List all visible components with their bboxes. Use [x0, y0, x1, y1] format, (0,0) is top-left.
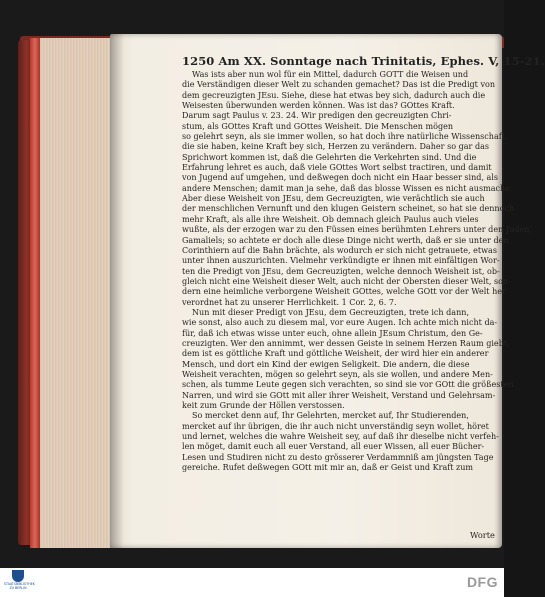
red-page-edge — [30, 38, 40, 548]
text-line: creuzigten. Wer den annimmt, wer dessen Geiste in seinem Herzen Raum giebt, — [182, 338, 510, 348]
text-line: gereiche. Rufet deßwegen GOtt mit mir an, daß er Geist und Kraft zum — [182, 463, 474, 473]
text-line: Was ists aber nun wol für ein Mittel, dadurch GOTT die Weisen und — [192, 70, 469, 79]
text-line: und lernet, welches die wahre Weisheit sey, auf daß ihr dieselbe nicht verfeh- — [182, 432, 499, 442]
text-line: wie sonst, also auch zu diesem mal, vor eure Augen. Ich achte mich nicht da- — [182, 318, 498, 328]
text-line: dem ist es göttliche Kraft und göttliche Weisheit, der wird hier ein anderer — [182, 349, 489, 359]
page-title: Am XX. Sonntage nach Trinitatis, Ephes. V, 15-21. — [218, 54, 545, 68]
text-line: ten die Predigt von JEsu, dem Gecreuzigten, welche dennoch Weisheit ist, ob- — [182, 266, 500, 276]
library-shield-icon — [12, 570, 24, 582]
text-line: Darum sagt Paulus v. 23. 24. Wir predigen den gecreuzigten Chri- — [182, 111, 452, 121]
text-line: Erfahrung lehret es auch, daß viele GOttes Wort selbst tractiren, und damit — [182, 163, 492, 173]
text-line: verordnet hat zu unserer Herrlichkeit. 1 Cor. 2, 6. 7. — [182, 297, 397, 307]
gutter-shadow — [110, 34, 124, 548]
text-line: die sie haben, keine Kraft bey sich, Herzen zu verändern. Daher so gar das — [182, 142, 490, 152]
text-line: andere Menschen; damit man ja sehe, daß das blosse Wissen es nicht ausmache. — [182, 183, 513, 193]
text-line: mehr Kraft, als alle ihre Weisheit. Ob demnach gleich Paulus auch vieles — [182, 214, 479, 224]
page-edges — [30, 38, 118, 548]
library-logo-text: STAATSBIBLIOTHEK ZU BERLIN — [4, 582, 35, 590]
text-line: keit zum Grunde der Höllen verstossen. — [182, 401, 345, 410]
text-line: wußte, als der erzogen war zu den Füssen eines berühmten Lehrers unter den Juden, — [182, 225, 532, 235]
text-line: schen, als tumme Leute gegen sich verachten, so sind sie vor GOtt die größesten — [182, 380, 514, 390]
text-line: Nun mit dieser Predigt von JEsu, dem Gecreuzigten, trete ich dann, — [192, 307, 470, 317]
text-line: Corinthiern auf die Bahn brächte, als wodurch er sich nicht getrauete, etwas — [182, 245, 497, 255]
library-logo[interactable] — [4, 570, 35, 596]
text-line: So mercket denn auf, Ihr Gelehrten, mercket auf, Ihr Studierenden, — [192, 411, 469, 421]
text-line: Weisesten überwunden werden können. Was ist das? GOttes Kraft. — [182, 101, 455, 111]
text-line: die Verständigen dieser Welt zu schanden gemachet? Das ist die Predigt von — [182, 80, 496, 90]
text-line: dern eine heimliche verborgene Weisheit GOttes, welche GOtt vor der Welt her — [182, 287, 506, 297]
text-line: so gelehrt seyn, als sie immer wollen, so hat doch ihre natürliche Wissenschaft, — [182, 132, 508, 142]
text-line: len möget, damit euch all euer Verstand, all euer Wissen, all euer Bücher- — [182, 442, 485, 452]
text-line: Aber diese Weisheit von JEsu, dem Gecreuzigten, wie verächtlich sie auch — [182, 194, 485, 204]
text-line: Mensch, und dort ein Kind der ewigen Seligkeit. Die andern, die diese — [182, 359, 470, 369]
text-line: Weisheit verachten, mögen so gelehrt seyn, als sie wollen, und andere Men- — [182, 369, 493, 379]
text-line: Gamaliels; so achtete er doch alle diese Dinge nicht werth, daß er sie unter den — [182, 235, 509, 245]
text-line: unter ihnen auszurichten. Vielmehr verkündigte er ihnen mit einfältigen Wor- — [182, 256, 500, 266]
text-line: Narren, und wird sie GOtt mit aller ihrer Weisheit, Verstand und Gelehrsam- — [182, 390, 496, 400]
body-text — [182, 70, 532, 473]
page-number: 1250 — [182, 54, 215, 68]
running-header — [182, 54, 545, 70]
text-line: der menschlichen Vernunft und den klugen Geistern scheinet, so hat sie dennoch — [182, 204, 515, 214]
viewer-footer — [0, 568, 504, 597]
text-line: dem gecreuzigten JEsu. Siehe, diese hat etwas bey sich, dadurch auch die — [182, 90, 486, 100]
text-line: mercket auf ihr übrigen, die ihr auch nicht unverständig seyn wollet, höret — [182, 421, 489, 431]
dfg-logo: DFG — [466, 574, 498, 590]
text-line: Sprichwort kommen ist, daß die Gelehrten die Verkehrten sind. Und die — [182, 152, 477, 162]
text-line: gleich nicht eine Weisheit dieser Welt, auch nicht der Obersten dieser Welt, son- — [182, 276, 511, 286]
text-line: stum, als GOttes Kraft und GOttes Weisheit. Die Menschen mögen — [182, 121, 454, 131]
catchword: Worte — [470, 530, 495, 540]
text-line: Lesen und Studiren nicht zu desto grösserer Verdammniß am jüngsten Tage — [182, 452, 494, 462]
text-line: von Jugend auf umgehen, und deßwegen doch nicht ein Haar besser sind, als — [182, 173, 499, 183]
text-line: für, daß ich etwas wisse unter euch, ohne allein JEsum Christum, den Ge- — [182, 328, 483, 338]
